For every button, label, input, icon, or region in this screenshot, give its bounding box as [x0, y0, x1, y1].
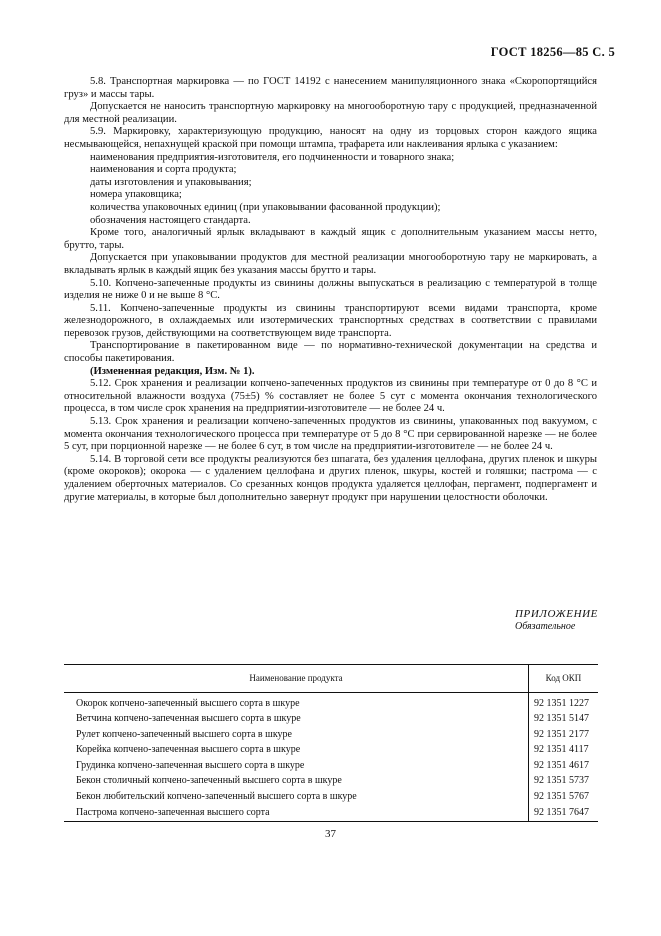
okp-code-cell: 92 1351 4617 — [529, 758, 599, 774]
product-name-cell: Грудинка копчено-запеченная высшего сорта в шкуре — [76, 759, 305, 771]
column-header-code: Код ОКП — [529, 665, 599, 693]
appendix-subtitle: Обязательное — [515, 620, 576, 632]
product-name-cell: Бекон любительский копчено-запеченный высшего сорта в шкуре — [76, 791, 357, 803]
paragraph: 5.11. Копчено-запеченные продукты из свинины транспортируют всеми видами транспорта, кроме железнодорожного, в охлаждаемых или изотермических транспортных средствах в соответствии с правилами перевозок грузов, действующими на соответствующем виде транспорта. — [64, 302, 597, 339]
table-row — [64, 758, 598, 774]
table-row — [64, 790, 598, 806]
table-row — [64, 805, 598, 821]
table-row — [64, 693, 598, 712]
paragraph: Допускается при упаковывании продуктов для местной реализации многооборотную тару не маркировать, а вкладывать ярлык в каждый ящик без указания массы брутто и тары. — [64, 252, 597, 276]
product-name-cell: Бекон столичный копчено-запеченный высшего сорта в шкуре — [76, 775, 342, 787]
list-item: номера упаковщика; — [90, 189, 182, 201]
appendix-heading — [515, 608, 598, 633]
okp-code-cell: 92 1351 5767 — [529, 790, 599, 806]
page-header: ГОСТ 18256—85 С. 5 — [490, 45, 615, 59]
okp-code-cell: 92 1351 5737 — [529, 774, 599, 790]
okp-code-cell: 92 1351 4117 — [529, 743, 599, 759]
appendix-title: ПРИЛОЖЕНИЕ — [515, 608, 598, 620]
okp-code-cell: 92 1351 7647 — [529, 805, 599, 821]
product-name-cell: Окорок копчено-запеченный высшего сорта в шкуре — [76, 697, 300, 709]
paragraph: Кроме того, аналогичный ярлык вкладывают в каждый ящик с дополнительным указанием массы нетто, брутто, тары. — [64, 227, 597, 251]
paragraph: 5.9. Маркировку, характеризующую продукцию, наносят на одну из торцовых сторон каждого ящика несмывающейся, непахнущей краской при помощи штампа, трафарета или наклеивания ярлыка с указанием: — [64, 126, 597, 150]
body-text — [64, 76, 597, 504]
table-row — [64, 774, 598, 790]
product-name-cell: Рулет копчено-запеченный высшего сорта в шкуре — [76, 728, 292, 740]
paragraph: 5.10. Копчено-запеченные продукты из свинины должны выпускаться в реализацию с температурой в толще изделия не ниже 0 и не выше 8 °С. — [64, 277, 597, 302]
paragraph: 5.8. Транспортная маркировка — по ГОСТ 14192 с нанесением манипуляционного знака «Скоропортящийся груз» и массы тары. — [64, 76, 597, 100]
paragraph: 5.14. В торговой сети все продукты реализуются без шпагата, без удаления целлофана, других пленок и шкуры (кроме окороков); окорока — с удалением целлофана и других пленок, шкуры, костей и голяшки; пастрома — с удалением оберточных материалов. Со срезанных концов продукта удаляется целлофан, пергамент, подпергамент и другие материалы, в которые был дополнительно завернут продукт при нарушении целостности оболочки. — [64, 453, 597, 503]
product-name-cell: Пастрома копчено-запеченная высшего сорта — [64, 805, 529, 821]
table-header-row — [64, 665, 598, 693]
paragraph: Транспортирование в пакетированном виде — по нормативно-технической документации на средства и способы пакетирования. — [64, 340, 597, 365]
paragraph: 5.13. Срок хранения и реализации копчено-запеченных продуктов из свинины, упакованных под вакуумом, с момента окончания технологического процесса при температуре от 5 до 8 °С при сервированной нарезке — не более 5 сут, при порционной нарезке — не более 6 сут, в том числе на предприятии-изготовителе — не более 24 ч. — [64, 416, 597, 453]
paragraph: 5.12. Срок хранения и реализации копчено-запеченных продуктов из свинины при температуре от 0 до 8 °С и относительной влажности воздуха (75±5) % составляет не более 5 сут с момента окончания технологического процесса, в том числе срок хранения на предприятии-изготовителе — не более 24 ч. — [64, 378, 597, 415]
list-item: наименования и сорта продукта; — [90, 164, 237, 176]
okp-code-cell: 92 1351 5147 — [529, 712, 599, 728]
okp-code-cell: 92 1351 1227 — [529, 693, 599, 712]
table-row — [64, 727, 598, 743]
product-name-cell: Корейка копчено-запеченная высшего сорта в шкуре — [76, 744, 301, 756]
list-item: обозначения настоящего стандарта. — [90, 214, 251, 226]
page-number: 37 — [325, 828, 336, 840]
list-item: количества упаковочных единиц (при упаковывании фасованной продукции); — [90, 201, 441, 213]
table-row — [64, 743, 598, 759]
list-item: наименования предприятия-изготовителя, его подчиненности и товарного знака; — [90, 151, 455, 163]
amendment-note — [64, 366, 597, 379]
product-name-cell: Ветчина копчено-запеченная высшего сорта в шкуре — [76, 713, 301, 725]
okp-code-cell: 92 1351 2177 — [529, 727, 599, 743]
paragraph: Допускается не наносить транспортную маркировку на многооборотную тару с продукцией, предназначенной для местной реализации. — [64, 101, 597, 125]
column-header-product: Наименование продукта — [64, 665, 529, 693]
table-row — [64, 712, 598, 728]
list-item: даты изготовления и упаковывания; — [90, 176, 252, 188]
okp-table — [64, 664, 598, 822]
amendment-note-text: (Измененная редакция, Изм. № 1). — [90, 365, 255, 377]
